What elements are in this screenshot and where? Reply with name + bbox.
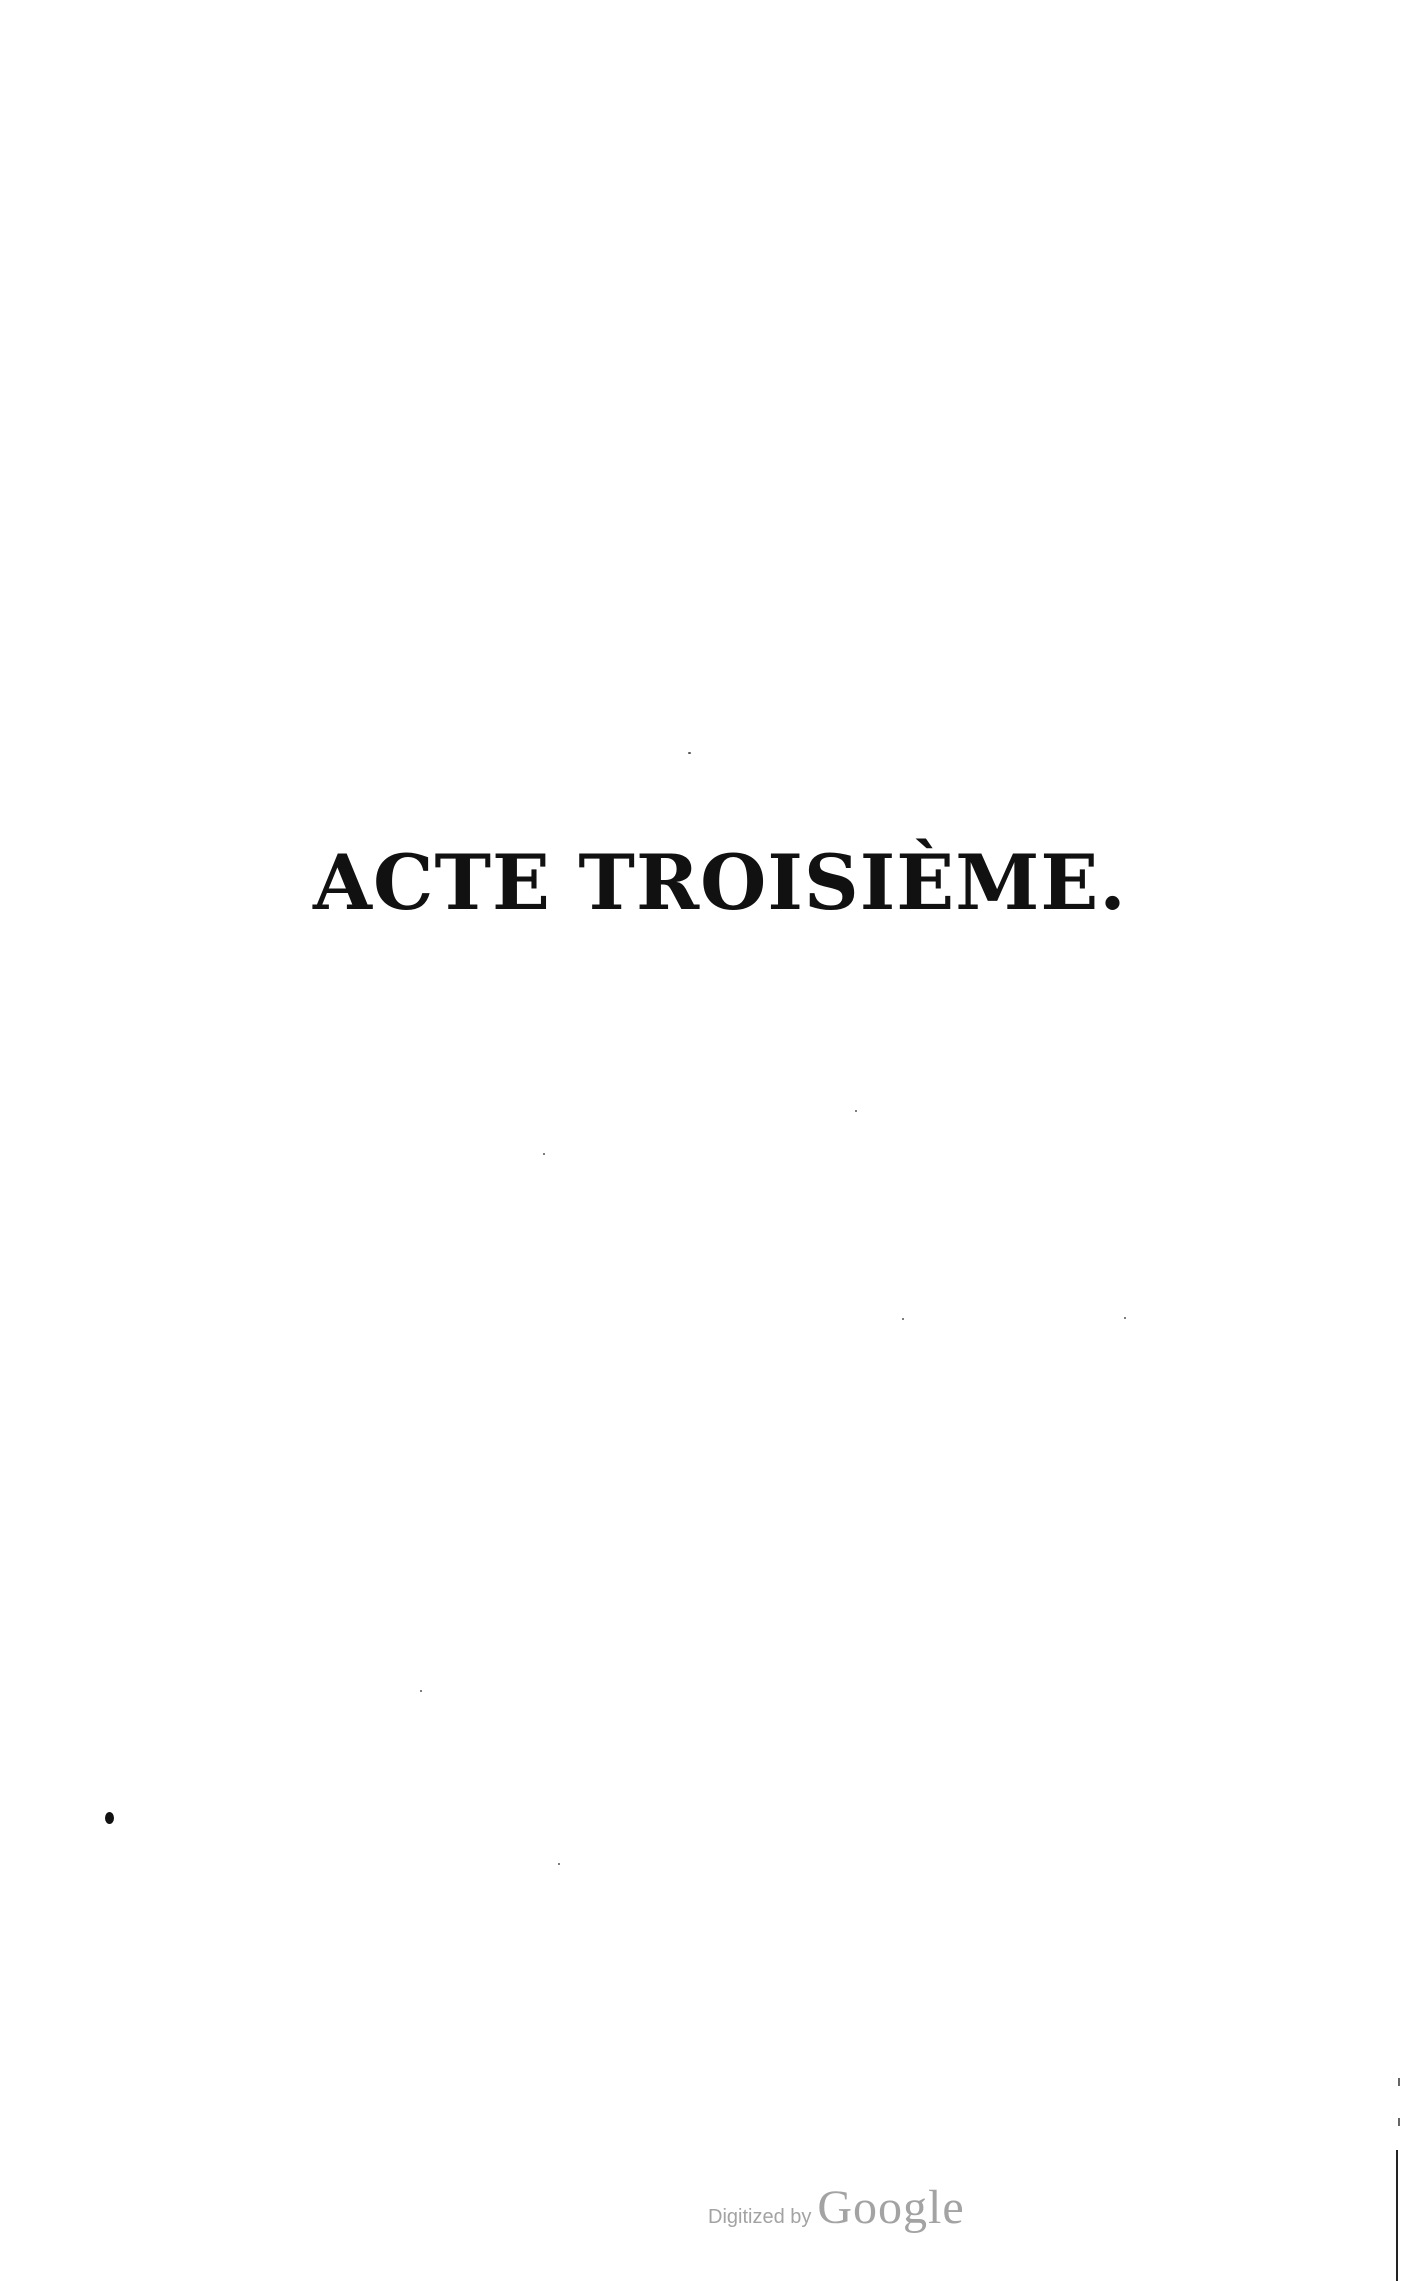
watermark-brand: Google <box>817 2181 965 2234</box>
edge-mark <box>1398 2078 1400 2086</box>
scan-speck <box>688 752 691 754</box>
scan-speck <box>543 1153 545 1155</box>
act-title: ACTE TROISIÈME. <box>313 838 1127 927</box>
page-edge-line <box>1396 2150 1398 2281</box>
edge-mark <box>1398 2118 1400 2126</box>
watermark-prefix: Digitized by <box>708 2206 812 2228</box>
scan-speck <box>1124 1317 1126 1319</box>
scan-speck <box>420 1690 422 1692</box>
ink-dot <box>105 1812 114 1824</box>
digitization-watermark <box>708 2180 965 2234</box>
scan-speck <box>855 1110 857 1112</box>
scan-speck <box>558 1863 560 1865</box>
scan-speck <box>902 1318 904 1320</box>
